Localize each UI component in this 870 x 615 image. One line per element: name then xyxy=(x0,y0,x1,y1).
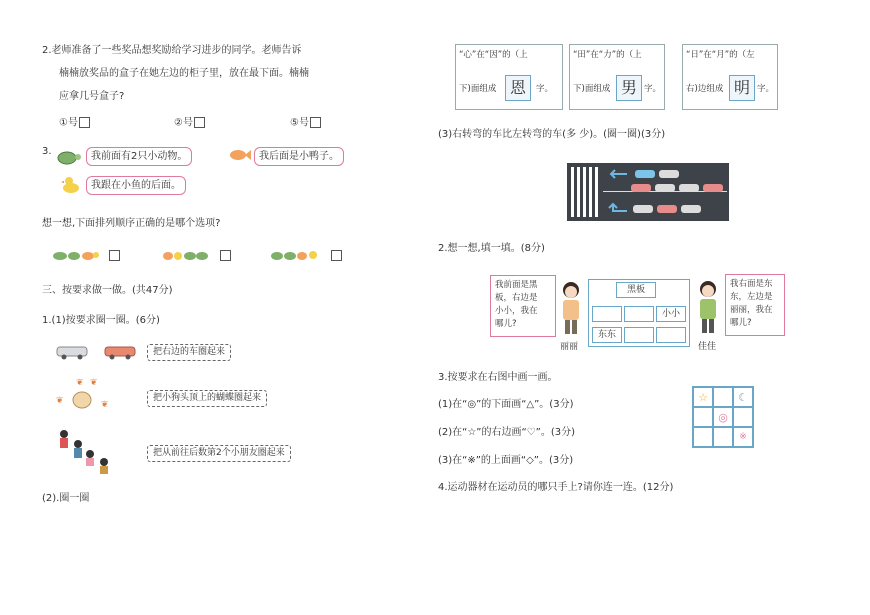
speech-bubble-jiajia xyxy=(725,274,785,336)
car xyxy=(703,184,723,192)
crosswalk xyxy=(571,167,599,217)
card-bottom-right: 字。 xyxy=(536,84,554,94)
card-bottom-left: 右)边组成 xyxy=(686,84,724,94)
checkbox[interactable] xyxy=(109,250,120,261)
task-circle-butterfly: 把小狗头顶上的蝴蝶圈起来 xyxy=(147,390,267,407)
drawing-grid xyxy=(692,386,754,448)
q3-cars-title: (3)右转弯的车比左转弯的车(多 少)。(圈一圈)(3分) xyxy=(438,129,666,140)
card-top-text: “日”在“月”的（左 xyxy=(686,50,755,60)
seat-empty[interactable] xyxy=(624,327,654,343)
option-2: ②号 xyxy=(174,117,205,130)
grid-cell[interactable] xyxy=(733,407,753,427)
bubble-line: 丽丽，我在 xyxy=(730,305,773,315)
car xyxy=(679,184,699,192)
arrow-right-turn-icon xyxy=(607,203,629,215)
task-circle-right-car: 把右边的车圈起来 xyxy=(147,344,231,361)
star-icon[interactable]: ☆ xyxy=(693,387,713,407)
girl-jiajia-icon xyxy=(693,279,723,339)
butterflies-dog-icon xyxy=(54,376,114,412)
q1-title: 1.(1)按要求圈一圈。(6分) xyxy=(42,315,160,326)
speech-bubble-fish: 我后面是小鸭子。 xyxy=(254,147,344,166)
checkbox[interactable] xyxy=(220,250,231,261)
target-circle-icon[interactable]: ◎ xyxy=(713,407,733,427)
card-bottom-left: 下)面组成 xyxy=(573,84,611,94)
q2-line3: 应拿几号盒子? xyxy=(59,91,125,102)
car xyxy=(657,205,677,213)
seat-empty[interactable] xyxy=(624,306,654,322)
q2-fill-title: 2.想一想,填一填。(8分) xyxy=(438,243,545,254)
option-1: ①号 xyxy=(59,117,90,130)
bubble-line: 小小，我在 xyxy=(495,306,538,316)
label-lili: 丽丽 xyxy=(560,342,579,352)
grid-cell[interactable] xyxy=(693,427,713,447)
moon-icon[interactable]: ☾ xyxy=(733,387,753,407)
bubble-line: 哪儿? xyxy=(495,319,517,329)
girl-lili-icon xyxy=(556,280,586,340)
seat-empty[interactable] xyxy=(656,327,686,343)
q3-number: 3. xyxy=(42,146,52,157)
label-jiajia: 佳佳 xyxy=(698,342,717,352)
character-card-3 xyxy=(682,44,778,110)
q3-draw-line1: (1)在“◎”的下面画“△”。(3分) xyxy=(438,399,574,410)
car xyxy=(681,205,701,213)
q4-title: 4.运动器材在运动员的哪只手上?请你连一连。(12分) xyxy=(438,482,674,493)
character-card-1 xyxy=(455,44,563,110)
speech-bubble-duck: 我跟在小鱼的后面。 xyxy=(86,176,186,195)
q3-draw-line3: (3)在“※”的上面画“◇”。(3分) xyxy=(438,455,574,466)
animal-sequence-option-b xyxy=(162,250,208,262)
road-image xyxy=(567,163,729,221)
q2-line2: 楠楠放奖品的盒子在她左边的柜子里，放在最下面。楠楠 xyxy=(59,68,309,79)
checkbox[interactable] xyxy=(310,117,321,128)
bubble-line: 我右面是东 xyxy=(730,279,773,289)
duck-icon xyxy=(61,176,81,194)
animal-sequence-option-c xyxy=(270,250,318,262)
svg-text:❦: ❦ xyxy=(101,400,109,410)
car xyxy=(631,184,651,192)
seat-xiaoxiao: 小小 xyxy=(656,306,686,322)
option-5: ⑤号 xyxy=(290,117,321,130)
card-char: 明 xyxy=(729,75,755,101)
checkbox[interactable] xyxy=(194,117,205,128)
cars-icon xyxy=(56,342,140,360)
car xyxy=(655,184,675,192)
card-top-text: “心”在“因”的（上 xyxy=(459,50,528,60)
bubble-line: 板，右边是 xyxy=(495,293,538,303)
turtle-icon xyxy=(55,148,83,166)
speech-bubble-lili xyxy=(490,275,556,337)
card-char: 恩 xyxy=(505,75,531,101)
checkbox[interactable] xyxy=(331,250,342,261)
q1-part2: (2).圈一圈 xyxy=(42,493,90,504)
q3-question: 想一想,下面排列顺序正确的是哪个选项? xyxy=(42,218,221,229)
grid-cell[interactable] xyxy=(713,427,733,447)
car xyxy=(659,170,679,178)
character-card-2 xyxy=(569,44,665,110)
bubble-line: 哪儿? xyxy=(730,318,752,328)
q3-draw-title: 3.按要求在右图中画一画。 xyxy=(438,372,558,383)
card-bottom-right: 字。 xyxy=(757,84,775,94)
svg-text:❦: ❦ xyxy=(90,378,98,388)
section-3-title: 三、按要求做一做。(共47分) xyxy=(42,285,173,296)
svg-text:❦: ❦ xyxy=(56,396,64,406)
children-line-icon xyxy=(54,428,116,476)
car xyxy=(633,205,653,213)
q3-draw-line2: (2)在“☆”的右边画“♡”。(3分) xyxy=(438,427,575,438)
checkbox[interactable] xyxy=(79,117,90,128)
arrow-left-icon xyxy=(607,169,629,179)
speech-bubble-turtle: 我前面有2只小动物。 xyxy=(86,147,192,166)
animal-sequence-option-a xyxy=(52,250,98,262)
task-circle-second-child: 把从前往后数第2个小朋友圈起来 xyxy=(147,445,291,462)
grid-cell[interactable] xyxy=(713,387,733,407)
bubble-line: 我前面是黑 xyxy=(495,280,538,290)
bubble-line: 东，左边是 xyxy=(730,292,773,302)
card-bottom-left: 下)面组成 xyxy=(459,84,497,94)
card-char: 男 xyxy=(616,75,642,101)
blackboard: 黑板 xyxy=(616,282,656,298)
grid-cell[interactable] xyxy=(693,407,713,427)
seat-empty[interactable] xyxy=(592,306,622,322)
q2-line1: 2.老师准备了一些奖品想奖励给学习进步的同学。老师告诉 xyxy=(42,45,302,56)
svg-text:❦: ❦ xyxy=(76,378,84,388)
car xyxy=(635,170,655,178)
fish-icon xyxy=(229,148,251,162)
asterisk-mark-icon[interactable]: ※ xyxy=(733,427,753,447)
card-top-text: “田”在“力”的（上 xyxy=(573,50,642,60)
card-bottom-right: 字。 xyxy=(644,84,662,94)
seat-dongdong: 东东 xyxy=(592,327,622,343)
